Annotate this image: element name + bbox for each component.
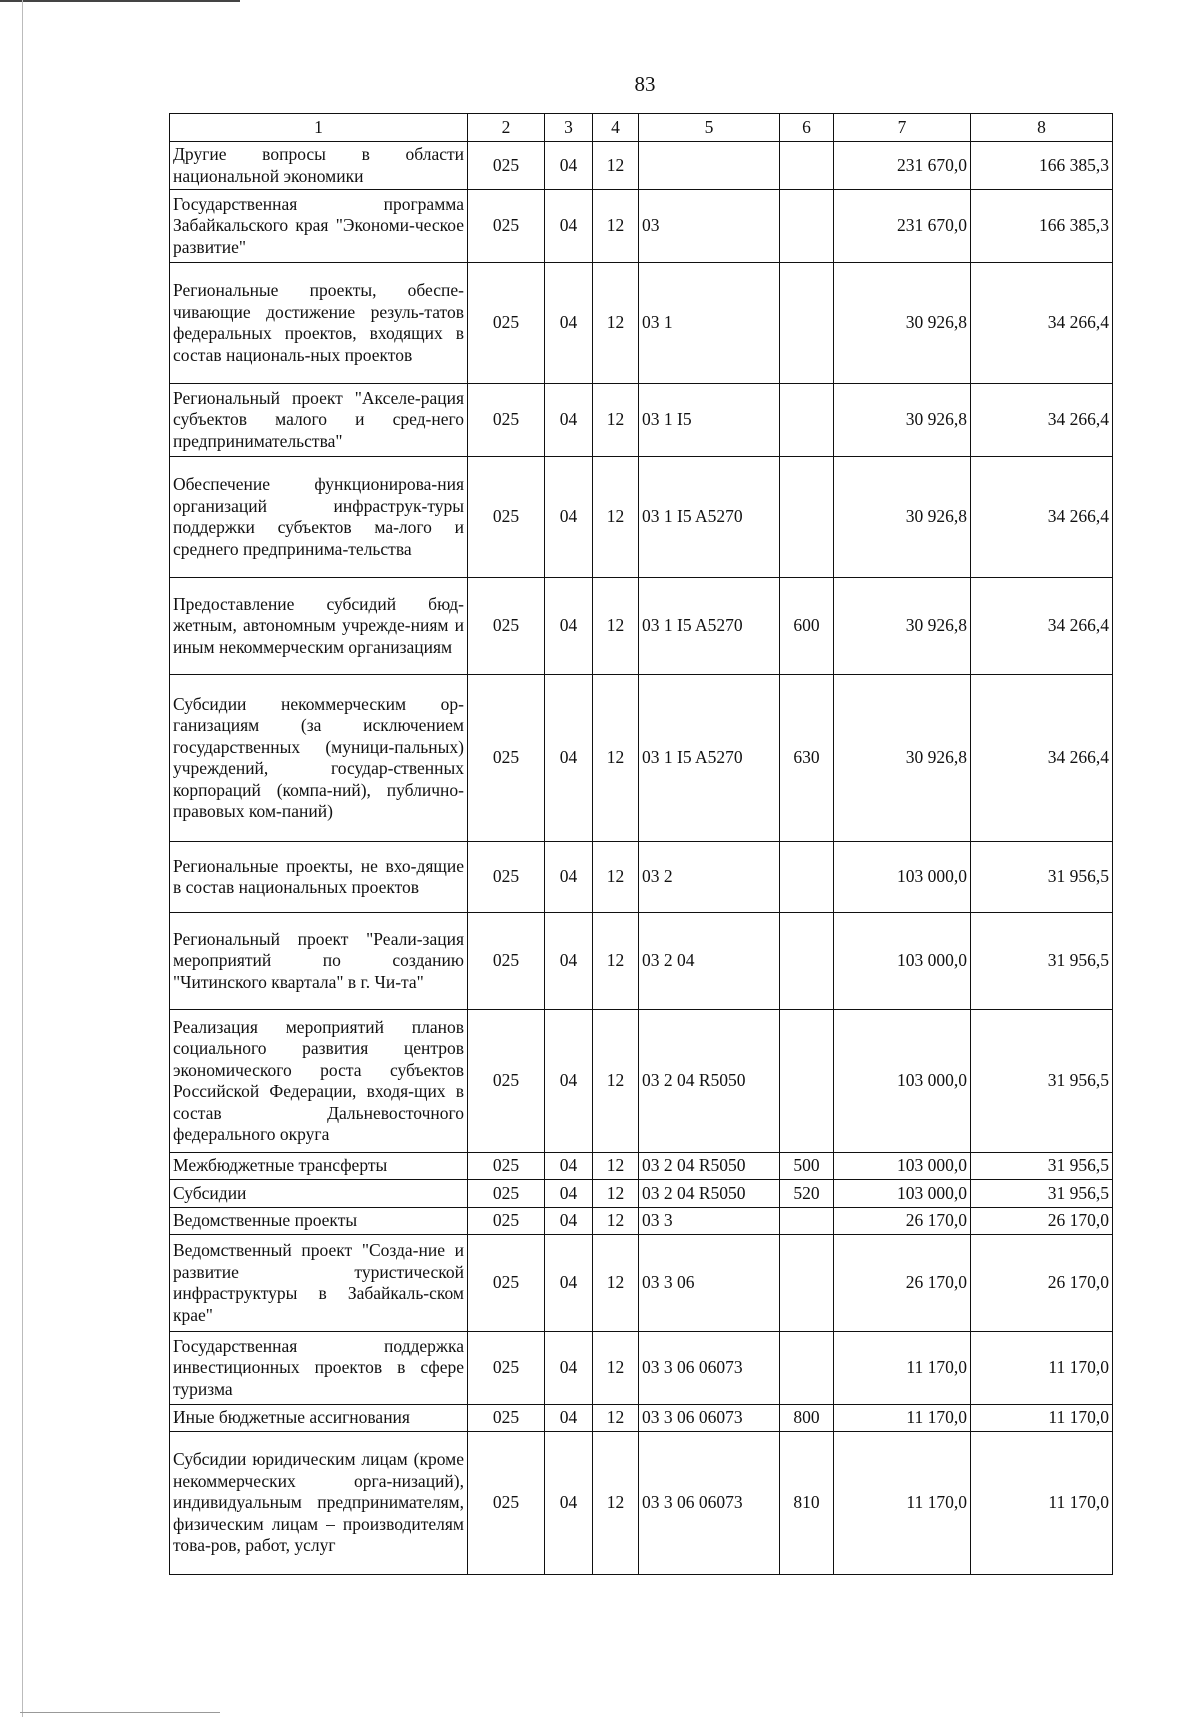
cell-col6	[780, 1010, 834, 1153]
cell-col2: 025	[468, 578, 545, 675]
column-header: 6	[780, 114, 834, 142]
row-name: Государственная поддержка инвестиционных проектов в сфере туризма	[170, 1332, 468, 1405]
cell-col2: 025	[468, 675, 545, 842]
cell-col2: 025	[468, 190, 545, 263]
row-name: Субсидии	[170, 1180, 468, 1208]
row-name: Иные бюджетные ассигнования	[170, 1405, 468, 1432]
cell-col5: 03 1 I5 A5270	[639, 578, 780, 675]
cell-col7: 231 670,0	[834, 190, 971, 263]
cell-col7: 231 670,0	[834, 142, 971, 190]
cell-col2: 025	[468, 384, 545, 457]
cell-col6: 520	[780, 1180, 834, 1208]
cell-col6	[780, 842, 834, 913]
cell-col8: 34 266,4	[971, 384, 1113, 457]
cell-col3: 04	[545, 578, 593, 675]
cell-col5: 03 2 04 R5050	[639, 1180, 780, 1208]
table-row	[170, 1010, 1113, 1153]
cell-col8: 31 956,5	[971, 1153, 1113, 1180]
cell-col4: 12	[593, 1180, 639, 1208]
cell-col3: 04	[545, 913, 593, 1010]
cell-col5: 03	[639, 190, 780, 263]
cell-col6: 500	[780, 1153, 834, 1180]
cell-col8: 34 266,4	[971, 578, 1113, 675]
cell-col5: 03 3 06	[639, 1235, 780, 1332]
cell-col3: 04	[545, 457, 593, 578]
row-name: Другие вопросы в области национальной экономики	[170, 142, 468, 190]
row-name: Государственная программа Забайкальского края "Экономи-ческое развитие"	[170, 190, 468, 263]
cell-col6	[780, 1235, 834, 1332]
cell-col5: 03 1	[639, 263, 780, 384]
cell-col2: 025	[468, 1235, 545, 1332]
cell-col4: 12	[593, 913, 639, 1010]
cell-col4: 12	[593, 1010, 639, 1153]
cell-col7: 30 926,8	[834, 457, 971, 578]
cell-col3: 04	[545, 842, 593, 913]
table-row	[170, 1235, 1113, 1332]
table-row	[170, 1153, 1113, 1180]
table-row	[170, 190, 1113, 263]
budget-table	[169, 113, 1113, 1575]
cell-col3: 04	[545, 1432, 593, 1575]
cell-col3: 04	[545, 675, 593, 842]
cell-col4: 12	[593, 1153, 639, 1180]
cell-col7: 11 170,0	[834, 1405, 971, 1432]
table-row	[170, 1208, 1113, 1235]
cell-col3: 04	[545, 384, 593, 457]
cell-col8: 31 956,5	[971, 1010, 1113, 1153]
cell-col8: 34 266,4	[971, 675, 1113, 842]
scan-edge-top	[0, 0, 240, 2]
table-row	[170, 913, 1113, 1010]
cell-col7: 30 926,8	[834, 578, 971, 675]
cell-col5: 03 3 06 06073	[639, 1432, 780, 1575]
table-row	[170, 384, 1113, 457]
row-name: Реализация мероприятий планов социального развития центров экономического роста субъектов Российской Федерации, входя-щих в состав Дальневосточного федерального округа	[170, 1010, 468, 1153]
cell-col2: 025	[468, 263, 545, 384]
cell-col5: 03 3 06 06073	[639, 1405, 780, 1432]
cell-col5	[639, 142, 780, 190]
column-header: 2	[468, 114, 545, 142]
cell-col3: 04	[545, 1332, 593, 1405]
scan-edge-bottom	[20, 1712, 220, 1713]
row-name: Региональный проект "Акселе-рация субъектов малого и сред-него предпринимательства"	[170, 384, 468, 457]
cell-col3: 04	[545, 1235, 593, 1332]
cell-col4: 12	[593, 842, 639, 913]
cell-col3: 04	[545, 1010, 593, 1153]
cell-col4: 12	[593, 142, 639, 190]
cell-col3: 04	[545, 190, 593, 263]
cell-col2: 025	[468, 1405, 545, 1432]
cell-col7: 11 170,0	[834, 1432, 971, 1575]
cell-col6: 600	[780, 578, 834, 675]
cell-col8: 26 170,0	[971, 1208, 1113, 1235]
table-row	[170, 1180, 1113, 1208]
cell-col2: 025	[468, 1010, 545, 1153]
table-row	[170, 1332, 1113, 1405]
row-name: Региональные проекты, не вхо-дящие в состав национальных проектов	[170, 842, 468, 913]
cell-col5: 03 2	[639, 842, 780, 913]
cell-col3: 04	[545, 263, 593, 384]
page-number: 83	[634, 72, 656, 96]
row-name: Субсидии юридическим лицам (кроме некоммерческих орга-низаций), индивидуальным предпринимателям, физическим лицам – производителям това-ров, работ, услуг	[170, 1432, 468, 1575]
table-row	[170, 263, 1113, 384]
row-name: Обеспечение функционирова-ния организаций инфраструк-туры поддержки субъектов ма-лого и среднего предпринима-тельства	[170, 457, 468, 578]
cell-col3: 04	[545, 1180, 593, 1208]
cell-col7: 11 170,0	[834, 1332, 971, 1405]
cell-col3: 04	[545, 142, 593, 190]
cell-col8: 11 170,0	[971, 1332, 1113, 1405]
cell-col5: 03 3	[639, 1208, 780, 1235]
cell-col6	[780, 263, 834, 384]
cell-col7: 30 926,8	[834, 675, 971, 842]
cell-col2: 025	[468, 913, 545, 1010]
column-header: 5	[639, 114, 780, 142]
cell-col4: 12	[593, 384, 639, 457]
row-name: Ведомственные проекты	[170, 1208, 468, 1235]
cell-col8: 166 385,3	[971, 190, 1113, 263]
cell-col7: 103 000,0	[834, 1010, 971, 1153]
table-row	[170, 142, 1113, 190]
cell-col2: 025	[468, 1180, 545, 1208]
cell-col2: 025	[468, 457, 545, 578]
cell-col5: 03 2 04 R5050	[639, 1010, 780, 1153]
table-row	[170, 842, 1113, 913]
cell-col6	[780, 1332, 834, 1405]
cell-col3: 04	[545, 1208, 593, 1235]
table-row	[170, 1432, 1113, 1575]
cell-col4: 12	[593, 1405, 639, 1432]
cell-col8: 31 956,5	[971, 1180, 1113, 1208]
cell-col2: 025	[468, 1332, 545, 1405]
cell-col6: 630	[780, 675, 834, 842]
cell-col6	[780, 384, 834, 457]
column-header: 8	[971, 114, 1113, 142]
cell-col8: 34 266,4	[971, 457, 1113, 578]
column-header: 4	[593, 114, 639, 142]
cell-col4: 12	[593, 1208, 639, 1235]
column-header: 1	[170, 114, 468, 142]
cell-col5: 03 1 I5 A5270	[639, 457, 780, 578]
column-header: 3	[545, 114, 593, 142]
cell-col7: 103 000,0	[834, 913, 971, 1010]
cell-col4: 12	[593, 457, 639, 578]
cell-col5: 03 2 04	[639, 913, 780, 1010]
table-row	[170, 1405, 1113, 1432]
scan-edge-left	[22, 0, 23, 1717]
cell-col6	[780, 457, 834, 578]
cell-col4: 12	[593, 1235, 639, 1332]
cell-col3: 04	[545, 1153, 593, 1180]
cell-col4: 12	[593, 263, 639, 384]
row-name: Субсидии некоммерческим ор-ганизациям (за исключением государственных (муници-пальных) учреждений, государ-ственных корпораций (компа-ний), публично-правовых ком-паний)	[170, 675, 468, 842]
cell-col8: 34 266,4	[971, 263, 1113, 384]
cell-col4: 12	[593, 578, 639, 675]
row-name: Региональные проекты, обеспе-чивающие достижение резуль-татов федеральных проектов, входящих в состав националь-ных проектов	[170, 263, 468, 384]
cell-col4: 12	[593, 675, 639, 842]
cell-col8: 11 170,0	[971, 1405, 1113, 1432]
cell-col5: 03 1 I5	[639, 384, 780, 457]
cell-col3: 04	[545, 1405, 593, 1432]
cell-col2: 025	[468, 842, 545, 913]
cell-col4: 12	[593, 190, 639, 263]
cell-col5: 03 1 I5 A5270	[639, 675, 780, 842]
cell-col7: 103 000,0	[834, 842, 971, 913]
cell-col2: 025	[468, 1153, 545, 1180]
cell-col8: 31 956,5	[971, 842, 1113, 913]
cell-col5: 03 3 06 06073	[639, 1332, 780, 1405]
cell-col7: 30 926,8	[834, 384, 971, 457]
cell-col7: 26 170,0	[834, 1235, 971, 1332]
table-row	[170, 457, 1113, 578]
cell-col2: 025	[468, 1208, 545, 1235]
cell-col4: 12	[593, 1332, 639, 1405]
cell-col6	[780, 913, 834, 1010]
cell-col7: 103 000,0	[834, 1153, 971, 1180]
cell-col6: 800	[780, 1405, 834, 1432]
row-name: Предоставление субсидий бюд-жетным, автономным учрежде-ниям и иным некоммерческим организациям	[170, 578, 468, 675]
row-name: Ведомственный проект "Созда-ние и развитие туристической инфраструктуры в Забайкаль-ском крае"	[170, 1235, 468, 1332]
table-row	[170, 675, 1113, 842]
cell-col6	[780, 142, 834, 190]
cell-col8: 11 170,0	[971, 1432, 1113, 1575]
cell-col8: 166 385,3	[971, 142, 1113, 190]
table-row	[170, 578, 1113, 675]
header-row	[170, 114, 1113, 142]
cell-col7: 30 926,8	[834, 263, 971, 384]
cell-col7: 103 000,0	[834, 1180, 971, 1208]
cell-col6: 810	[780, 1432, 834, 1575]
cell-col6	[780, 1208, 834, 1235]
cell-col7: 26 170,0	[834, 1208, 971, 1235]
cell-col2: 025	[468, 1432, 545, 1575]
cell-col6	[780, 190, 834, 263]
row-name: Межбюджетные трансферты	[170, 1153, 468, 1180]
cell-col8: 26 170,0	[971, 1235, 1113, 1332]
cell-col2: 025	[468, 142, 545, 190]
cell-col5: 03 2 04 R5050	[639, 1153, 780, 1180]
cell-col4: 12	[593, 1432, 639, 1575]
row-name: Региональный проект "Реали-зация мероприятий по созданию "Читинского квартала" в г. Чи-та"	[170, 913, 468, 1010]
column-header: 7	[834, 114, 971, 142]
cell-col8: 31 956,5	[971, 913, 1113, 1010]
